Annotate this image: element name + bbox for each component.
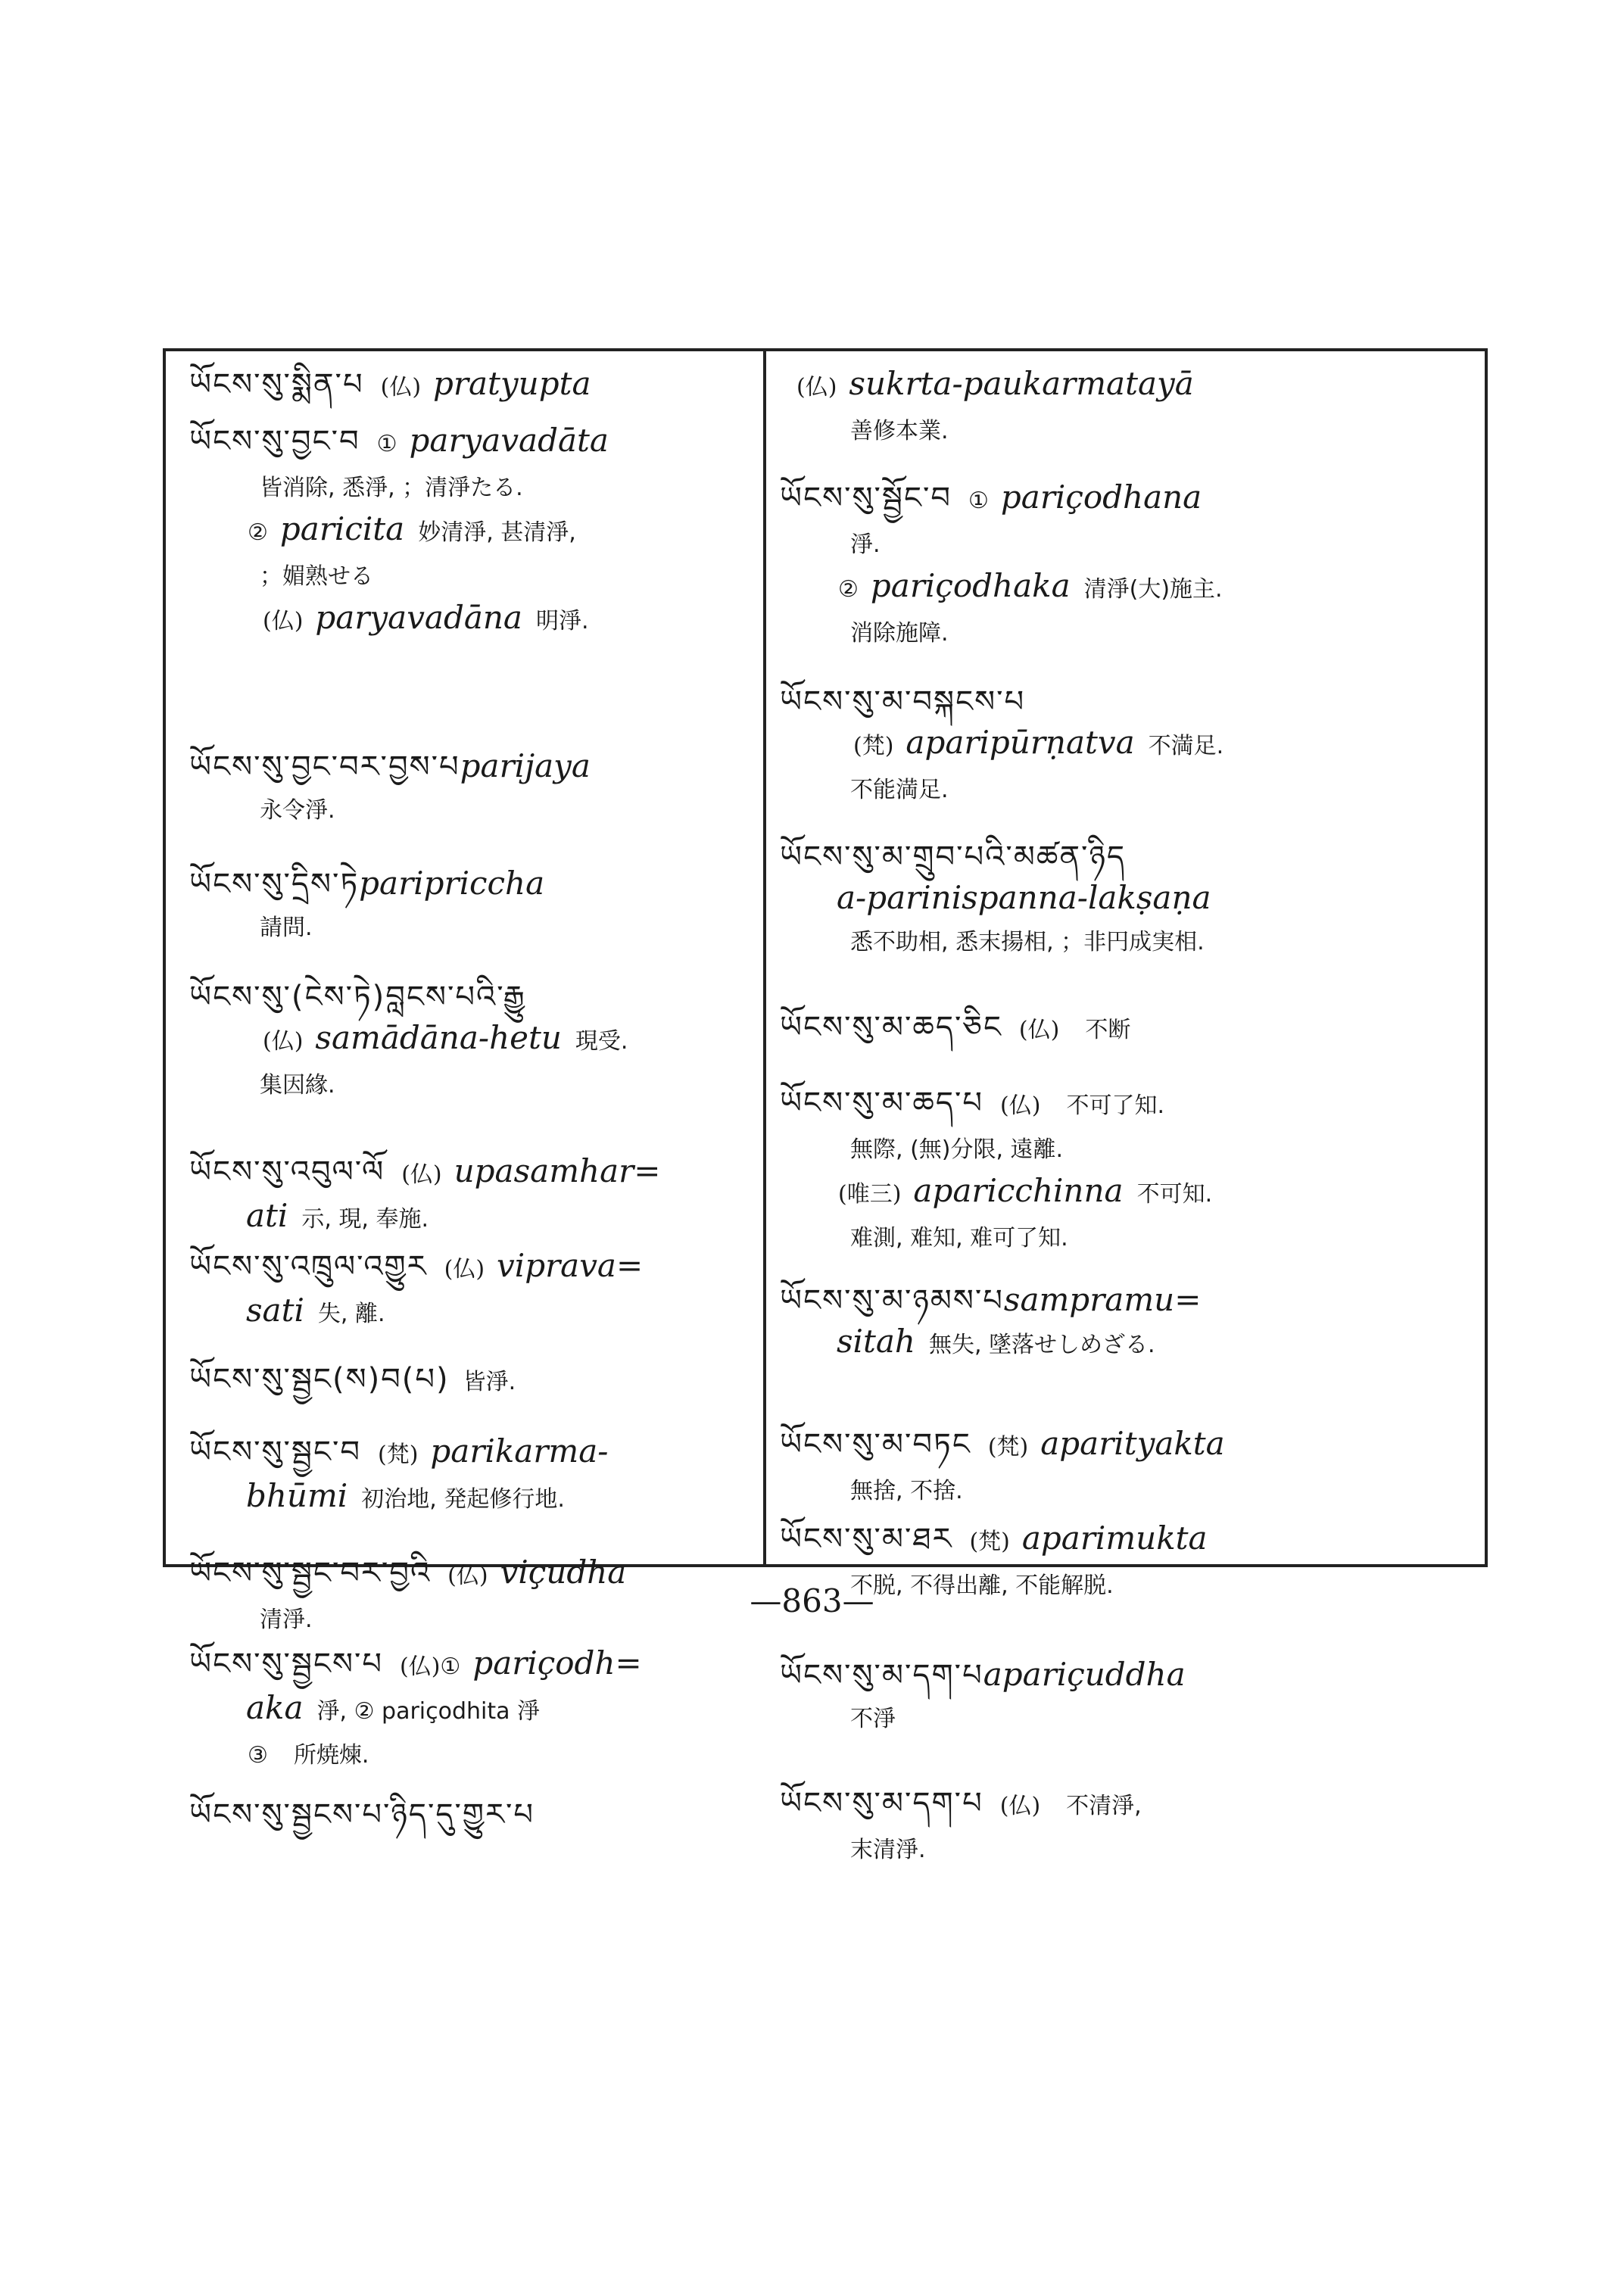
dictionary-entry (189, 863, 750, 949)
japanese-gloss: 請問. (260, 915, 313, 941)
entry-headword-line (780, 837, 1473, 877)
sanskrit-equivalent: viprava= (497, 1247, 644, 1284)
page-number: —863— (750, 1582, 874, 1619)
japanese-gloss: 淨. (850, 531, 881, 558)
japanese-gloss: 無捨, 不捨. (850, 1478, 963, 1504)
entry-headword-line (780, 1083, 1473, 1127)
japanese-gloss: 不能満足. (850, 777, 949, 803)
source-marker: (仏) (447, 1563, 488, 1589)
sanskrit-equivalent: paripriccha (359, 865, 545, 902)
sanskrit-equivalent: aparityakta (1040, 1425, 1225, 1462)
tibetan-term: ཡོངས་སུ་དྲིས་ཏེ (189, 867, 360, 902)
entry-headword-line (189, 1359, 750, 1403)
sanskrit-equivalent: aparicchinna (913, 1172, 1124, 1209)
japanese-gloss: 悉不助相, 悉末揚相, ；非円成実相. (850, 929, 1205, 955)
entry-gloss-line (780, 877, 1473, 919)
source-marker: (梵) (378, 1442, 419, 1468)
japanese-gloss: 無失, 墜落せしめざる. (928, 1332, 1155, 1358)
sanskrit-equivalent: bhūmi (246, 1477, 348, 1514)
japanese-gloss: 不淨 (850, 1706, 896, 1732)
source-marker: (仏) (1000, 1092, 1041, 1119)
dictionary-entry (189, 977, 750, 1106)
dictionary-entry (189, 1431, 750, 1520)
entry-headword-line (780, 1007, 1473, 1051)
tibetan-term: ཡོངས་སུ་(ངེས་ཏེ)བླངས་པའི་རྒྱུ (189, 980, 526, 1015)
entry-gloss-line (189, 465, 750, 509)
japanese-gloss: 不脱, 不得出離, 不能解脱. (850, 1572, 1114, 1599)
tibetan-term: ཡོངས་སུ་སྦྱངས་པ (189, 1647, 383, 1682)
japanese-gloss: 所焼煉. (293, 1742, 369, 1769)
entry-headword-line (189, 363, 750, 408)
japanese-gloss: 难測, 难知, 难可了知. (850, 1225, 1068, 1251)
sanskrit-equivalent: a-parinispanna-lakṣaṇa (837, 879, 1211, 916)
source-marker: ③ (248, 1742, 268, 1769)
entry-gloss-line (189, 553, 750, 597)
sanskrit-equivalent: sampramu= (1003, 1281, 1202, 1318)
dictionary-entry (189, 420, 750, 642)
tibetan-term: ཡོངས་སུ་སྦྱོང་བ (780, 481, 952, 516)
entry-gloss-line (780, 522, 1473, 566)
sanskrit-equivalent: pariçodhaka (870, 567, 1071, 604)
tibetan-term: ཡོངས་སུ་མ་ཆད་ཅིང (780, 1010, 1002, 1045)
sanskrit-equivalent: apariçuddha (983, 1656, 1186, 1693)
entry-headword-line (780, 1654, 1473, 1696)
entry-gloss-line (189, 1732, 750, 1776)
entry-gloss-line (780, 1827, 1473, 1871)
sanskrit-equivalent: aparimukta (1021, 1519, 1208, 1557)
source-marker: (梵) (969, 1529, 1010, 1555)
sanskrit-equivalent: upasamhar= (454, 1152, 661, 1189)
japanese-gloss: ；媚熟せる (260, 563, 373, 590)
entry-gloss-line (780, 722, 1473, 767)
source-marker: ② (838, 576, 859, 603)
japanese-gloss: 失, 離. (317, 1301, 385, 1327)
entry-headword-line (189, 863, 750, 905)
entry-headword-line (780, 681, 1473, 722)
sanskrit-equivalent: parikarma- (430, 1432, 609, 1470)
entry-headword-line (189, 1431, 750, 1476)
entry-gloss-line (780, 767, 1473, 811)
entry-headword-line (189, 977, 750, 1018)
japanese-gloss: 皆淨. (463, 1369, 516, 1395)
dictionary-entry (189, 1245, 750, 1335)
japanese-gloss: 皆消除, 悉淨, ；清淨たる. (260, 475, 523, 501)
entry-gloss-line (780, 1215, 1473, 1259)
source-marker: (仏) (796, 374, 837, 401)
entry-gloss-line (189, 1062, 750, 1106)
entry-headword-line (189, 1643, 750, 1688)
tibetan-term: ཡོངས་སུ་མ་དག་པ (780, 1658, 983, 1693)
entry-gloss-line (780, 1321, 1473, 1366)
sanskrit-equivalent: viçudha (500, 1554, 627, 1591)
entry-gloss-line (189, 787, 750, 831)
entry-gloss-line (189, 597, 750, 642)
dictionary-entry (780, 1279, 1473, 1366)
entry-gloss-line (189, 1018, 750, 1062)
source-marker: (仏) (380, 374, 422, 401)
tibetan-term: ཡོངས་སུ་སྦྱངས་པ་ཉིད་དུ་གྱུར་པ (189, 1797, 535, 1832)
tibetan-term: ཡོངས་སུ་སྨིན་པ (189, 367, 364, 402)
sanskrit-equivalent: ati (246, 1197, 288, 1234)
entry-headword-line (189, 1794, 750, 1835)
dictionary-entry (780, 681, 1473, 811)
source-marker: (梵) (853, 733, 894, 759)
dictionary-entry (780, 1654, 1473, 1740)
dictionary-entry (189, 1151, 750, 1240)
japanese-gloss: 現受. (575, 1028, 628, 1055)
column-divider (763, 348, 766, 1567)
japanese-gloss: 不可知. (1136, 1181, 1213, 1208)
sanskrit-equivalent: parijaya (460, 747, 591, 784)
entry-headword-line (780, 1783, 1473, 1827)
japanese-gloss: 示, 現, 奉施. (301, 1206, 429, 1233)
source-marker: (梵) (987, 1434, 1029, 1460)
entry-gloss-line (780, 1127, 1473, 1170)
dictionary-entry (780, 477, 1473, 654)
tibetan-term: ཡོངས་སུ་བྱང་བ (189, 424, 360, 459)
dictionary-entry (189, 1794, 750, 1835)
source-marker: ② (248, 519, 268, 546)
dictionary-entry (780, 1423, 1473, 1512)
sanskrit-equivalent: sati (246, 1292, 304, 1329)
source-marker: (仏)① (400, 1653, 461, 1680)
tibetan-term: ཡོངས་སུ་བྱང་བར་བྱས་པ (189, 750, 460, 784)
japanese-gloss: 不清淨, (1066, 1793, 1142, 1819)
source-marker: (仏) (263, 608, 304, 634)
sanskrit-equivalent: paryavadāta (409, 422, 609, 459)
dictionary-entry (780, 363, 1473, 452)
japanese-gloss: 無際, (無)分限, 遠離. (850, 1136, 1064, 1163)
tibetan-term: ཡོངས་སུ་མ་གྲུབ་པའི་མཚན་ཉིད (780, 840, 1126, 874)
dictionary-entry (780, 1007, 1473, 1051)
dictionary-entry (780, 837, 1473, 963)
entry-headword-line (780, 1518, 1473, 1563)
tibetan-term: ཡོངས་སུ་མ་བསྐངས་པ (780, 684, 1026, 719)
source-marker: (仏) (1018, 1017, 1060, 1043)
tibetan-term: ཡོངས་སུ་མ་ཐར (780, 1522, 953, 1557)
japanese-gloss: 初治地, 発起修行地. (361, 1486, 565, 1513)
entry-gloss-line (189, 509, 750, 553)
sanskrit-equivalent: paricita (279, 510, 405, 547)
japanese-gloss: 淨, ② pariçodhita 淨 (316, 1698, 541, 1725)
entry-gloss-line (189, 905, 750, 949)
tibetan-term: ཡོངས་སུ་སྦྱང(ས)བ(པ) (189, 1362, 450, 1397)
tibetan-term: ཡོངས་སུ་མ་ཉམས་པ (780, 1283, 1004, 1318)
japanese-gloss: 不断 (1085, 1017, 1131, 1043)
source-marker: (仏) (999, 1793, 1041, 1819)
japanese-gloss: 明淨. (535, 608, 589, 634)
japanese-gloss: 妙清淨, 甚清淨, (418, 519, 576, 546)
tibetan-term: ཡོངས་སུ་མ་དག་པ (780, 1786, 983, 1821)
japanese-gloss: 清淨. (260, 1607, 313, 1633)
japanese-gloss: 清淨(大)施主. (1083, 576, 1223, 603)
japanese-gloss: 永令淨. (260, 797, 335, 824)
entry-headword-line (189, 420, 750, 465)
entry-gloss-line (780, 1696, 1473, 1740)
source-marker: (仏) (444, 1256, 485, 1283)
entry-gloss-line (189, 1688, 750, 1732)
entry-headword-line (189, 1151, 750, 1195)
source-marker: ① (968, 488, 989, 514)
entry-gloss-line (189, 1290, 750, 1335)
entry-headword-line (189, 1245, 750, 1290)
entry-gloss-line (780, 1170, 1473, 1215)
dictionary-entry (780, 1083, 1473, 1259)
source-marker: (仏) (401, 1161, 442, 1188)
tibetan-term: ཡོངས་སུ་མ་ཆད་པ (780, 1086, 984, 1121)
japanese-gloss: 消除施障. (850, 620, 949, 647)
entry-gloss-line (780, 919, 1473, 963)
japanese-gloss: 末清淨. (850, 1837, 926, 1863)
source-marker: ① (376, 431, 397, 457)
dictionary-entry (780, 1783, 1473, 1871)
entry-gloss-line (780, 610, 1473, 654)
sanskrit-equivalent: samādāna-hetu (315, 1019, 562, 1056)
sanskrit-equivalent: pariçodh= (472, 1644, 642, 1682)
entry-gloss-line (189, 1195, 750, 1240)
japanese-gloss: 善修本業. (850, 418, 949, 444)
source-marker: (唯三) (838, 1181, 902, 1208)
entry-headword-line (780, 363, 1473, 408)
entry-headword-line (780, 1423, 1473, 1468)
entry-headword-line (189, 746, 750, 787)
tibetan-term: ཡོངས་སུ་མ་བཏང (780, 1427, 971, 1462)
japanese-gloss: 不満足. (1148, 733, 1224, 759)
entry-gloss-line (780, 1468, 1473, 1512)
entry-headword-line (780, 477, 1473, 522)
entry-gloss-line (780, 566, 1473, 610)
sanskrit-equivalent: pariçodhana (1000, 478, 1202, 516)
entry-gloss-line (780, 408, 1473, 452)
sanskrit-equivalent: aka (246, 1689, 304, 1726)
dictionary-entry (189, 1359, 750, 1403)
japanese-gloss: 集因緣. (260, 1072, 335, 1099)
sanskrit-equivalent: aparipūrṇatva (906, 724, 1135, 761)
sanskrit-equivalent: sukrta-paukarmatayā (849, 365, 1194, 402)
sanskrit-equivalent: paryavadāna (315, 599, 522, 636)
tibetan-term: ཡོངས་སུ་འཁྲུལ་འགྱུར (189, 1249, 428, 1284)
entry-gloss-line (189, 1476, 750, 1520)
tibetan-term: ཡོངས་སུ་སྦྱང་བ (189, 1435, 361, 1470)
sanskrit-equivalent: sitah (837, 1323, 915, 1360)
tibetan-term: ཡོངས་སུ་འབུལ་ལོ (189, 1155, 385, 1189)
sanskrit-equivalent: pratyupta (433, 365, 591, 402)
dictionary-entry (189, 1643, 750, 1776)
dictionary-entry (189, 746, 750, 831)
entry-headword-line (780, 1279, 1473, 1321)
dictionary-entry (189, 363, 750, 408)
japanese-gloss: 不可了知. (1066, 1092, 1165, 1119)
source-marker: (仏) (263, 1028, 304, 1055)
tibetan-term: ཡོངས་སུ་སྦྱང་བར་བྱའི (189, 1556, 432, 1591)
